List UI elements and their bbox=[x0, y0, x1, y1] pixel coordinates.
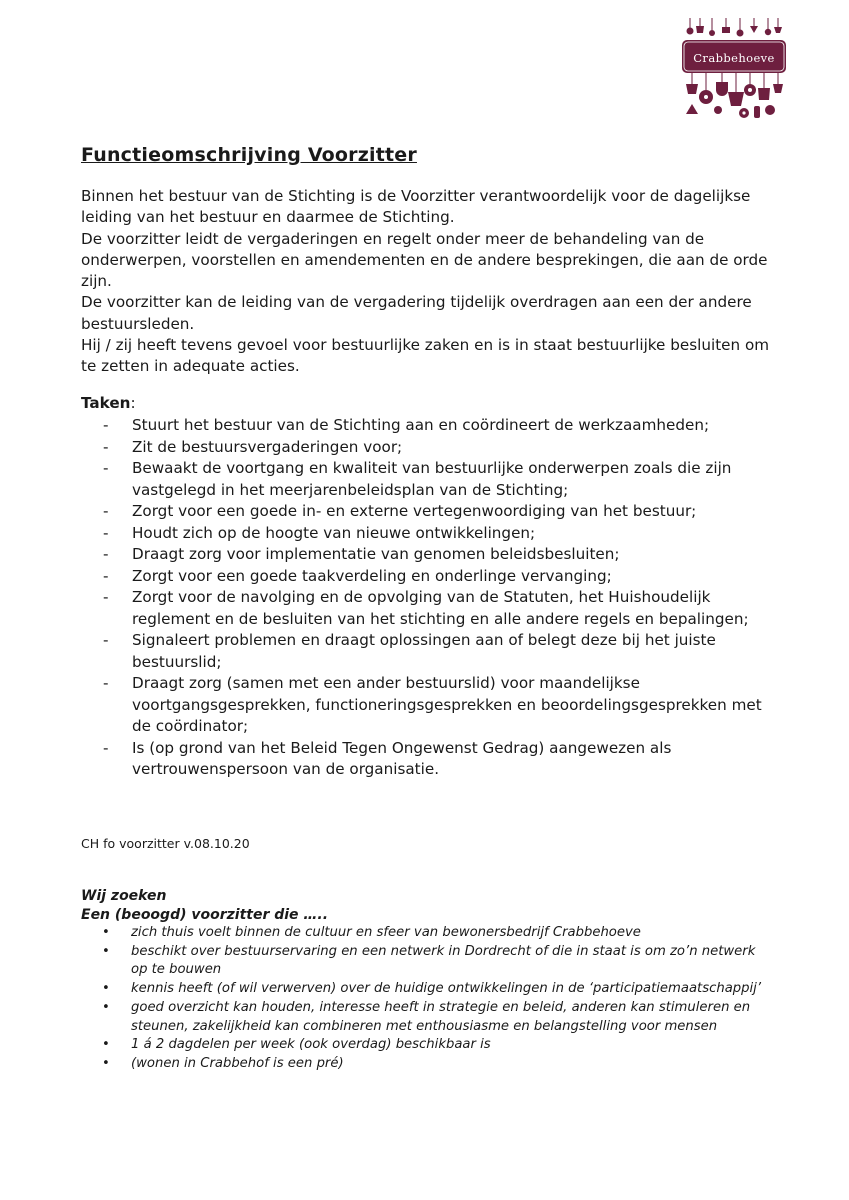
dash-marker: - bbox=[103, 523, 109, 542]
taken-item bbox=[81, 415, 781, 437]
intro-paragraph: Hij / zij heeft tevens gevoel voor bestuurlijke zaken en is in staat bestuurlijke besluiten om te zetten in adequate acties. bbox=[81, 336, 770, 376]
zoek-item-text: kennis heeft (of wil verwerven) over de huidige ontwikkelingen in de ‘participatiemaatschappij’ bbox=[131, 981, 762, 997]
bullet-marker: • bbox=[102, 1037, 110, 1053]
intro-text bbox=[81, 186, 771, 378]
bullet-marker: • bbox=[102, 981, 110, 997]
taken-item-text: Signaleert problemen en draagt oplossingen aan of belegt deze bij het juiste bestuurslid; bbox=[132, 631, 716, 671]
dash-marker: - bbox=[103, 738, 109, 757]
zoek-item bbox=[81, 999, 771, 1036]
dash-marker: - bbox=[103, 437, 109, 456]
zoek-item-text: beschikt over bestuurservaring en een netwerk in Dordrecht of die in staat is om zo’n netwerk op te bouwen bbox=[131, 943, 756, 978]
taken-item-text: Zit de bestuursvergaderingen voor; bbox=[132, 437, 403, 456]
dash-marker: - bbox=[103, 631, 109, 649]
dash-marker: - bbox=[103, 566, 109, 585]
taken-item-text: Stuurt het bestuur van de Stichting aan en coördineert de werkzaamheden; bbox=[132, 416, 710, 434]
taken-item bbox=[81, 544, 781, 566]
zoek-item-text: zich thuis voelt binnen de cultuur en sfeer van bewonersbedrijf Crabbehoeve bbox=[131, 925, 641, 940]
intro-paragraph: De voorzitter leidt de vergaderingen en regelt onder meer de behandeling van de onderwerpen, voorstellen en amendementen en de andere besprekingen, die aan de orde zijn. bbox=[81, 229, 768, 291]
dash-marker: - bbox=[103, 545, 109, 563]
taken-item bbox=[81, 630, 781, 673]
taken-item bbox=[81, 458, 781, 501]
bullet-marker: • bbox=[102, 925, 110, 940]
zoek-item bbox=[81, 1036, 771, 1055]
intro-paragraph: Binnen het bestuur van de Stichting is de Voorzitter verantwoordelijk voor de dagelijkse leiding van het bestuur en daarmee de Stichting. bbox=[81, 187, 751, 227]
taken-item bbox=[81, 673, 781, 738]
taken-item-text: Zorgt voor een goede in- en externe vertegenwoordiging van het bestuur; bbox=[132, 502, 697, 520]
taken-item-text: Is (op grond van het Beleid Tegen Ongewenst Gedrag) aangewezen als vertrouwenspersoon van de organisatie. bbox=[132, 738, 672, 778]
dash-marker: - bbox=[103, 502, 109, 520]
taken-item bbox=[81, 566, 781, 588]
wij-zoeken-title: Wij zoeken bbox=[81, 888, 167, 904]
zoek-item-text: (wonen in Crabbehof is een pré) bbox=[131, 1055, 344, 1071]
wij-zoeken-subtitle: Een (beoogd) voorzitter die ….. bbox=[81, 906, 329, 923]
zoek-list bbox=[81, 924, 771, 1074]
taken-item bbox=[81, 738, 781, 781]
bullet-marker: • bbox=[102, 1055, 110, 1071]
intro-paragraph: De voorzitter kan de leiding van de vergadering tijdelijk overdragen aan een der andere bestuursleden. bbox=[81, 293, 752, 333]
bullet-marker: • bbox=[102, 943, 110, 959]
taken-heading-colon: : bbox=[130, 394, 136, 412]
taken-item bbox=[81, 501, 781, 523]
zoek-item bbox=[81, 924, 771, 943]
taken-heading bbox=[81, 394, 136, 412]
taken-item bbox=[81, 587, 781, 630]
taken-heading-label: Taken bbox=[81, 394, 131, 412]
dash-marker: - bbox=[103, 588, 109, 606]
wij-zoeken-heading bbox=[81, 887, 328, 924]
taken-list bbox=[81, 415, 781, 781]
taken-item bbox=[81, 437, 781, 459]
zoek-item bbox=[81, 980, 771, 999]
document-title: Functieomschrijving Voorzitter bbox=[81, 144, 417, 166]
taken-item-text: Zorgt voor de navolging en de opvolging van de Statuten, het Huishoudelijk reglement en de besluiten van het stichting en alle andere regels en bepalingen; bbox=[132, 588, 749, 628]
crabbehoeve-logo bbox=[678, 18, 790, 123]
logo-graphic bbox=[678, 18, 790, 123]
taken-item-text: Houdt zich op de hoogte van nieuwe ontwikkelingen; bbox=[132, 523, 536, 542]
bullet-marker: • bbox=[102, 999, 110, 1015]
taken-item-text: Draagt zorg voor implementatie van genomen beleidsbesluiten; bbox=[132, 545, 620, 563]
dash-marker: - bbox=[103, 674, 109, 692]
zoek-item bbox=[81, 1055, 771, 1074]
taken-item-text: Draagt zorg (samen met een ander bestuurslid) voor maandelijkse voortgangsgesprekken, functioneringsgesprekken en beoordelingsgesprekken met de coördinator; bbox=[132, 674, 762, 735]
dash-marker: - bbox=[103, 416, 109, 434]
version-label: CH fo voorzitter v.08.10.20 bbox=[81, 836, 250, 851]
zoek-item bbox=[81, 943, 771, 980]
dash-marker: - bbox=[103, 459, 109, 477]
taken-item-text: Zorgt voor een goede taakverdeling en onderlinge vervanging; bbox=[132, 566, 612, 585]
logo-text: Crabbehoeve bbox=[693, 51, 775, 65]
zoek-item-text: 1 á 2 dagdelen per week (ook overdag) beschikbaar is bbox=[131, 1037, 491, 1053]
taken-item bbox=[81, 523, 781, 545]
zoek-item-text: goed overzicht kan houden, interesse heeft in strategie en beleid, anderen kan stimuleren en steunen, zakelijkheid kan combineren met enthousiasme en belangstelling voor mensen bbox=[131, 999, 751, 1034]
taken-item-text: Bewaakt de voortgang en kwaliteit van bestuurlijke onderwerpen zoals die zijn vastgelegd in het meerjarenbeleidsplan van de Stichting; bbox=[132, 459, 732, 499]
